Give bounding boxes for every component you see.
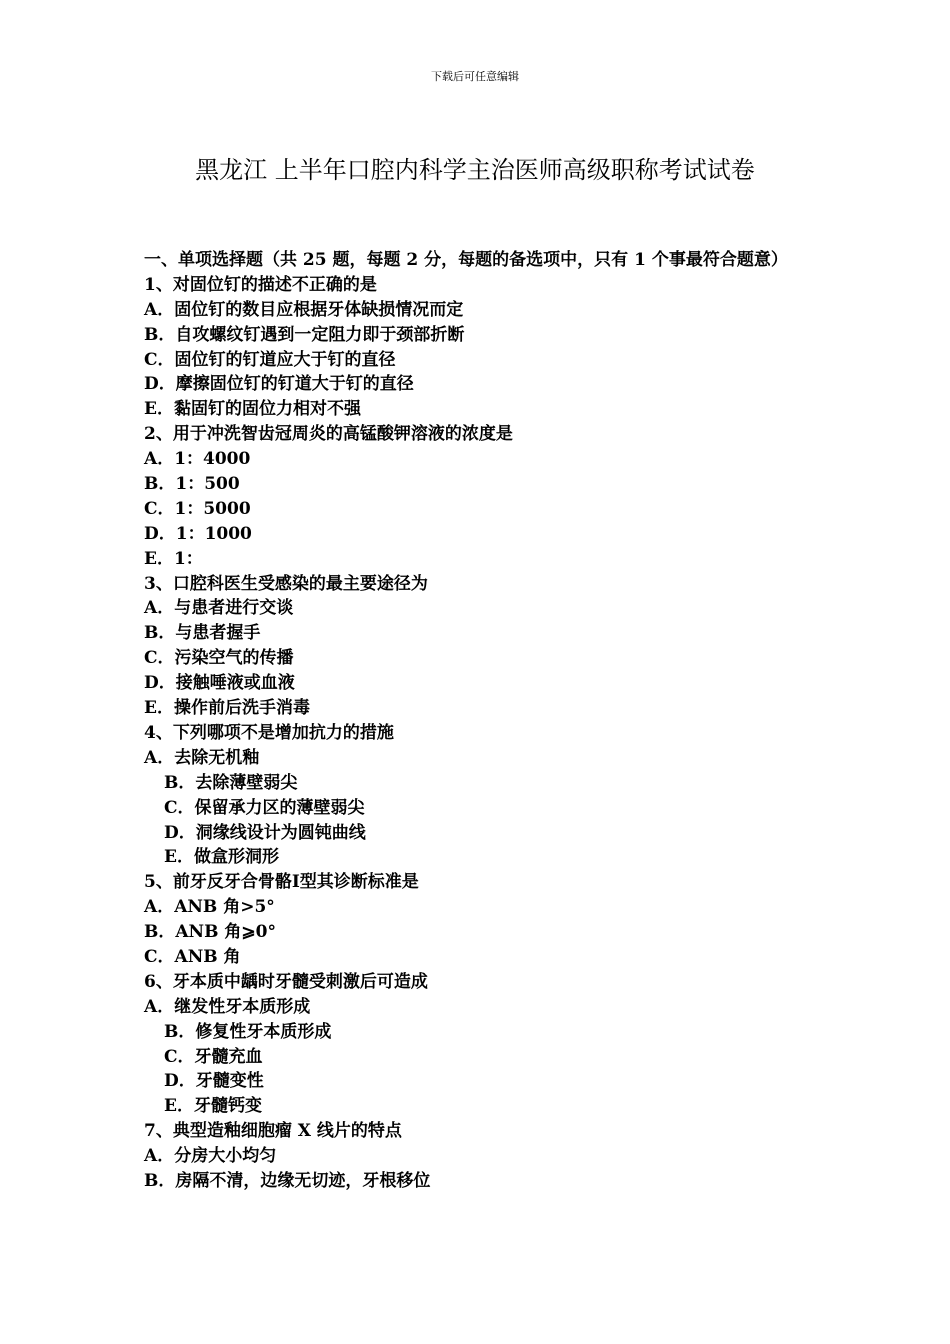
option: B．与患者握手 — [144, 623, 261, 644]
option: A．去除无机釉 — [144, 747, 260, 768]
option: B．房隔不清，边缘无切迹，牙根移位 — [144, 1170, 431, 1191]
option: C．牙髓充血 — [164, 1046, 263, 1067]
option: E．牙髓钙变 — [164, 1096, 262, 1117]
option: C．保留承力区的薄壁弱尖 — [164, 797, 365, 818]
option: C．固位钉的钉道应大于钉的直径 — [144, 349, 396, 370]
option: D．摩擦固位钉的钉道大于钉的直径 — [144, 374, 414, 395]
option: C．1：5000 — [144, 498, 251, 519]
question-stem: 7、典型造釉细胞瘤 X 线片的特点 — [144, 1121, 402, 1142]
option: D．牙髓变性 — [164, 1071, 264, 1092]
option: C．污染空气的传播 — [144, 648, 294, 669]
option: B．修复性牙本质形成 — [164, 1021, 332, 1042]
option: D．接触唾液或血液 — [144, 673, 295, 694]
option: A．分房大小均匀 — [144, 1146, 277, 1167]
question-stem: 5、前牙反牙合骨骼Ⅰ型其诊断标准是 — [144, 872, 419, 893]
option: E．操作前后洗手消毒 — [144, 698, 310, 719]
option: A．固位钉的数目应根据牙体缺损情况而定 — [144, 299, 464, 320]
option: A．与患者进行交谈 — [144, 598, 294, 619]
question-stem: 2、用于冲洗智齿冠周炎的高锰酸钾溶液的浓度是 — [144, 424, 513, 445]
section-heading: 一、单项选择题（共 25 题，每题 2 分，每题的备选项中，只有 1 个事最符合题意） — [144, 250, 788, 270]
option: D．洞缘线设计为圆钝曲线 — [164, 822, 366, 843]
option: A．继发性牙本质形成 — [144, 996, 311, 1017]
option: D．1：1000 — [144, 523, 252, 544]
option: A．1：4000 — [144, 449, 251, 470]
question-stem: 1、对固位钉的描述不正确的是 — [144, 274, 377, 295]
option: B．1：500 — [144, 474, 240, 495]
option: C．ANB 角 — [144, 946, 241, 967]
option: A．ANB 角>5° — [144, 897, 275, 918]
option: B．去除薄壁弱尖 — [164, 772, 298, 793]
document-title: 黑龙江 上半年口腔内科学主治医师高级职称考试试卷 — [195, 156, 755, 184]
exam-body — [144, 248, 814, 1194]
option: E．黏固钉的固位力相对不强 — [144, 399, 361, 420]
option: B．ANB 角⩾0° — [144, 922, 276, 943]
option: E．1： — [144, 548, 203, 569]
header-note: 下载后可任意编辑 — [431, 70, 519, 83]
question-stem: 4、下列哪项不是增加抗力的措施 — [144, 722, 394, 743]
option: B．自攻螺纹钉遇到一定阻力即于颈部折断 — [144, 324, 465, 345]
question-stem: 6、牙本质中龋时牙髓受刺激后可造成 — [144, 971, 428, 992]
question-stem: 3、口腔科医生受感染的最主要途径为 — [144, 573, 428, 594]
option: E．做盒形洞形 — [164, 847, 279, 868]
